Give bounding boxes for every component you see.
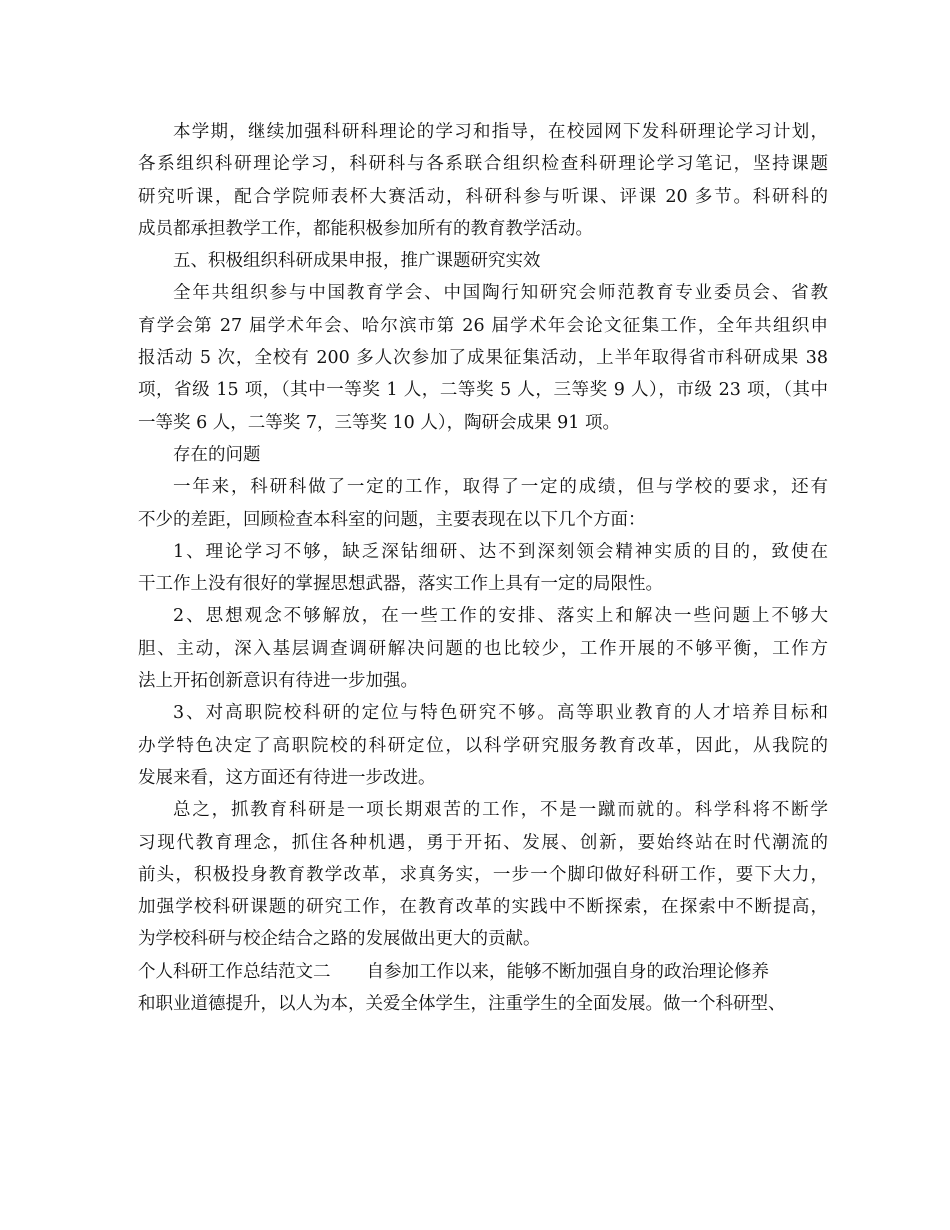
paragraph-line: 一等奖 6 人，二等奖 7，三等奖 10 人），陶研会成果 91 项。 <box>138 412 620 433</box>
paragraph-line: 习现代教育理念，抓住各种机遇，勇于开拓、发展、创新，要始终站在时代潮流的 <box>138 832 828 853</box>
paragraph-line: 和职业道德提升，以人为本，关爱全体学生，注重学生的全面发展。做一个科研型、 <box>138 994 786 1015</box>
paragraph-line: 全年共组织参与中国教育学会、中国陶行知研究会师范教育专业委员会、省教 <box>173 283 828 304</box>
paragraph-line: 为学校科研与校企结合之路的发展做出更大的贡献。 <box>138 929 541 950</box>
paragraph-line: 胆、主动，深入基层调查调研解决问题的也比较少，工作开展的不够平衡，工作方 <box>138 638 828 659</box>
document-body <box>138 116 828 1020</box>
section-first-line: 自参加工作以来，能够不断加强自身的政治理论修养 <box>366 961 769 982</box>
paragraph-line: 发展来看，这方面还有待进一步改进。 <box>138 767 436 788</box>
section-heading: 五、积极组织科研成果申报，推广课题研究实效 <box>173 251 541 272</box>
section-title-line <box>138 956 828 988</box>
paragraph-line: 一年来，科研科做了一定的工作，取得了一定的成绩，但与学校的要求，还有 <box>173 477 828 498</box>
paragraph-line: 总之，抓教育科研是一项长期艰苦的工作，不是一蹴而就的。科学科将不断学 <box>173 800 828 821</box>
paragraph-line: 育学会第 27 届学术年会、哈尔滨市第 26 届学术年会论文征集工作，全年共组织申 <box>138 315 828 336</box>
paragraph-line: 各系组织科研理论学习，科研科与各系联合组织检查科研理论学习笔记，坚持课题 <box>138 154 828 175</box>
paragraph-line: 成员都承担教学工作，都能积极参加所有的教育教学活动。 <box>138 218 593 239</box>
paragraph-line: 前头，积极投身教育教学改革，求真务实，一步一个脚印做好科研工作，要下大力， <box>138 864 828 885</box>
paragraph-line: 研究听课，配合学院师表杯大赛活动，科研科参与听课、评课 20 多节。科研科的 <box>138 186 828 207</box>
section-title: 个人科研工作总结范文二 <box>138 961 331 982</box>
paragraph-line: 3、对高职院校科研的定位与特色研究不够。高等职业教育的人才培养目标和 <box>173 703 828 724</box>
paragraph-line: 加强学校科研课题的研究工作，在教育改革的实践中不断探索，在探索中不断提高， <box>138 897 828 918</box>
paragraph-line: 法上开拓创新意识有待进一步加强。 <box>138 671 418 692</box>
paragraph-line: 2、思想观念不够解放，在一些工作的安排、落实上和解决一些问题上不够大 <box>173 606 828 627</box>
section-heading: 存在的问题 <box>173 444 261 465</box>
paragraph-line: 项，省级 15 项，（其中一等奖 1 人，二等奖 5 人，三等奖 9 人），市级 23 项，（其中 <box>138 380 828 401</box>
paragraph-line: 办学特色决定了高职院校的科研定位，以科学研究服务教育改革，因此，从我院的 <box>138 735 828 756</box>
paragraph-line: 不少的差距，回顾检查本科室的问题，主要表现在以下几个方面： <box>138 509 646 530</box>
paragraph-line: 本学期，继续加强科研科理论的学习和指导，在校园网下发科研理论学习计划， <box>173 122 828 142</box>
paragraph-line: 干工作上没有很好的掌握思想武器，落实工作上具有一定的局限性。 <box>138 574 663 595</box>
paragraph-line: 1、理论学习不够，缺乏深钻细研、达不到深刻领会精神实质的目的，致使在 <box>173 541 828 562</box>
paragraph-line: 报活动 5 次，全校有 200 多人次参加了成果征集活动，上半年取得省市科研成果 38 <box>138 348 828 369</box>
